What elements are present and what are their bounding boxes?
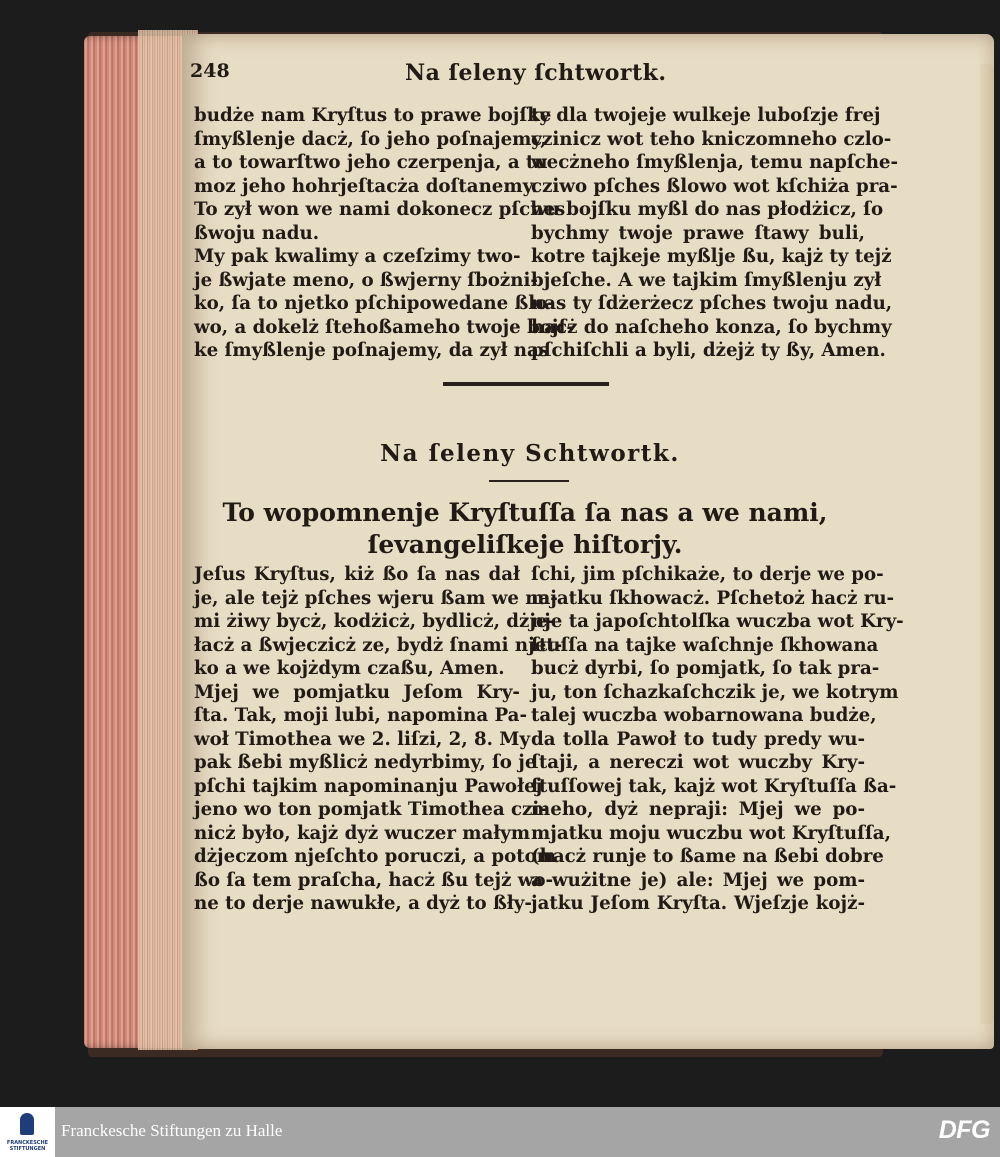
body-right-column bbox=[531, 563, 904, 916]
text-line: ju, ton ſchazkaſchczik je, we kotrym bbox=[531, 681, 899, 703]
text-line: mjatku ſkhowacż. Pſchetoż hacż ru- bbox=[531, 587, 895, 609]
text-line: kotre tajkeje myßlje ßu, kajż ty tejż bbox=[531, 246, 892, 267]
text-line: je, ale tejż pſches wjeru ßam we na- bbox=[194, 587, 558, 609]
logo-text-line-2: STIFTUNGEN bbox=[9, 1146, 46, 1152]
dfg-logo[interactable]: DFG bbox=[938, 1116, 990, 1144]
text-line: ſtaji, a nereczi wot wuczby Kry- bbox=[531, 752, 865, 773]
text-line: meho, dyż nepraji: Mjej we po- bbox=[531, 799, 865, 820]
text-line: pſchiſchli a byli, dżejż ty ßy, Amen. bbox=[531, 340, 886, 361]
text-line: wu bojſku myßl do nas płodżicz, ſo bbox=[531, 199, 884, 220]
text-line: bjeſche. A we tajkim ſmyßlenju zył bbox=[531, 269, 882, 291]
text-line: a to towarſtwo jeho czerpenja, a tu bbox=[194, 152, 548, 173]
text-line: wo, a dokelż ſtehoßameho twoje bojſ- bbox=[194, 316, 574, 338]
text-line: woł Timothea we 2. liſzi, 2, 8. My bbox=[194, 728, 531, 750]
prayer-left-column bbox=[194, 104, 574, 363]
text-line: My pak kwalimy a czeſzimy two- bbox=[194, 246, 521, 267]
text-line: ßwoju nadu. bbox=[194, 222, 320, 244]
text-line: Mjej we pomjatku Jeſom Kry- bbox=[194, 681, 520, 703]
text-line: ko, ſa to njetko pſchipowedane ßlo- bbox=[194, 293, 555, 314]
text-line: jatku Jeſom Kryſta. Wjeſzje kojż- bbox=[531, 893, 865, 914]
text-line: ty dla twojeje wulkeje luboſzje frej bbox=[531, 105, 881, 126]
text-line: da tolla Pawoł to tudy predy wu- bbox=[531, 728, 865, 750]
text-line: ſtuſſowej tak, kajż wot Kryſtuſſa ßa- bbox=[531, 775, 897, 797]
text-line: ſta. Tak, moji lubi, napomina Pa- bbox=[194, 705, 528, 726]
text-line: łacż a ßwjeczicż ze, bydż ſnami njet- bbox=[194, 634, 563, 656]
text-line: bychmy twoje prawe ſtawy buli, bbox=[531, 222, 865, 244]
text-line: mi żiwy bycż, kodżicż, bydlicż, dżje- bbox=[194, 611, 556, 632]
running-title: Na ſeleny ſchtwortk. bbox=[405, 60, 667, 86]
text-line: moz jeho hohrjeſtacża doſtanemy. bbox=[194, 175, 538, 197]
prayer-right-column bbox=[531, 104, 899, 363]
text-line: hacż do naſcheho konza, ſo bychmy bbox=[531, 316, 892, 338]
text-line: a wużitne je) ale: Mjej we pom- bbox=[531, 869, 865, 891]
text-line: ke ſmyßlenje poſnajemy, da zył nas bbox=[194, 340, 550, 361]
footer-bar bbox=[0, 1107, 1000, 1157]
text-line: ſchi, jim pſchikaże, to derje we po- bbox=[531, 564, 884, 585]
section-divider bbox=[443, 382, 609, 386]
text-line: jeno wo ton pomjatk Timothea czi- bbox=[194, 799, 547, 820]
text-line: ſtuſſa na tajke waſchnje ſkhowana bbox=[531, 634, 879, 656]
text-line: nicż było, kajż dyż wuczer małym bbox=[194, 822, 531, 844]
text-line: mjatku moju wuczbu wot Kryſtuſſa, bbox=[531, 822, 891, 844]
text-line: dżjeczom njeſchto poruczi, a potom bbox=[194, 846, 557, 867]
institution-name[interactable]: Franckesche Stiftungen zu Halle bbox=[61, 1121, 283, 1140]
text-line: bucż dyrbi, ſo pomjatk, ſo tak pra- bbox=[531, 658, 880, 679]
title-underline bbox=[489, 480, 569, 482]
text-line: czinicz wot teho kniczomneho czlo- bbox=[531, 128, 892, 150]
text-line: cziwo pſches ßlowo wot kſchiża pra- bbox=[531, 175, 898, 197]
running-header bbox=[190, 60, 770, 94]
heading-line-2: ſevangeliſkeje hiſtorjy. bbox=[367, 530, 683, 559]
francke-logo[interactable] bbox=[0, 1107, 55, 1157]
text-line: pak ßebi myßlicż nedyrbimy, ſo je bbox=[194, 752, 537, 773]
text-line: budże nam Kryſtus to prawe bojſke bbox=[194, 105, 552, 126]
heading-line-1: To wopomnenje Kryſtuſſa ſa nas a we nami, bbox=[222, 498, 828, 527]
text-line: ßo ſa tem praſcha, hacż ßu tejż wo- bbox=[194, 869, 554, 891]
text-line: talej wuczba wobarnowana budże, bbox=[531, 705, 877, 726]
section-title: Na ſeleny Schtwortk. bbox=[380, 440, 680, 467]
text-line: Jeſus Kryſtus, kiż ßo ſa nas dał bbox=[194, 564, 520, 585]
text-line: nas ty ſdżerżecz pſches twoju nadu, bbox=[531, 293, 893, 314]
text-line: ſmyßlenje dacż, ſo jeho poſnajemy, bbox=[194, 128, 547, 150]
page-number: 248 bbox=[190, 60, 230, 82]
text-line: nje ta japoſchtolſka wuczba wot Kry- bbox=[531, 611, 904, 632]
text-line: (hacż runje to ßame na ßebi dobre bbox=[531, 846, 884, 867]
body-left-column bbox=[194, 563, 563, 916]
text-line: wecżneho ſmyßlenja, temu napſche- bbox=[531, 152, 899, 173]
text-line: pſchi tajkim napominanju Pawołej bbox=[194, 775, 543, 797]
text-line: ko a we kojżdym czaßu, Amen. bbox=[194, 658, 505, 679]
text-line: ne to derje nawukłe, a dyż to ßły- bbox=[194, 893, 532, 914]
text-line: je ßwjate meno, o ßwjerny ſbożni- bbox=[194, 269, 538, 291]
francke-emblem-icon bbox=[20, 1113, 34, 1135]
logo-text bbox=[2, 1140, 53, 1152]
text-line: To zył won we nami dokonecz pſches bbox=[194, 199, 566, 220]
logo-text-line-1: FRANCKESCHE bbox=[6, 1140, 49, 1146]
chapter-heading bbox=[215, 497, 835, 561]
page-curl bbox=[980, 64, 994, 1024]
